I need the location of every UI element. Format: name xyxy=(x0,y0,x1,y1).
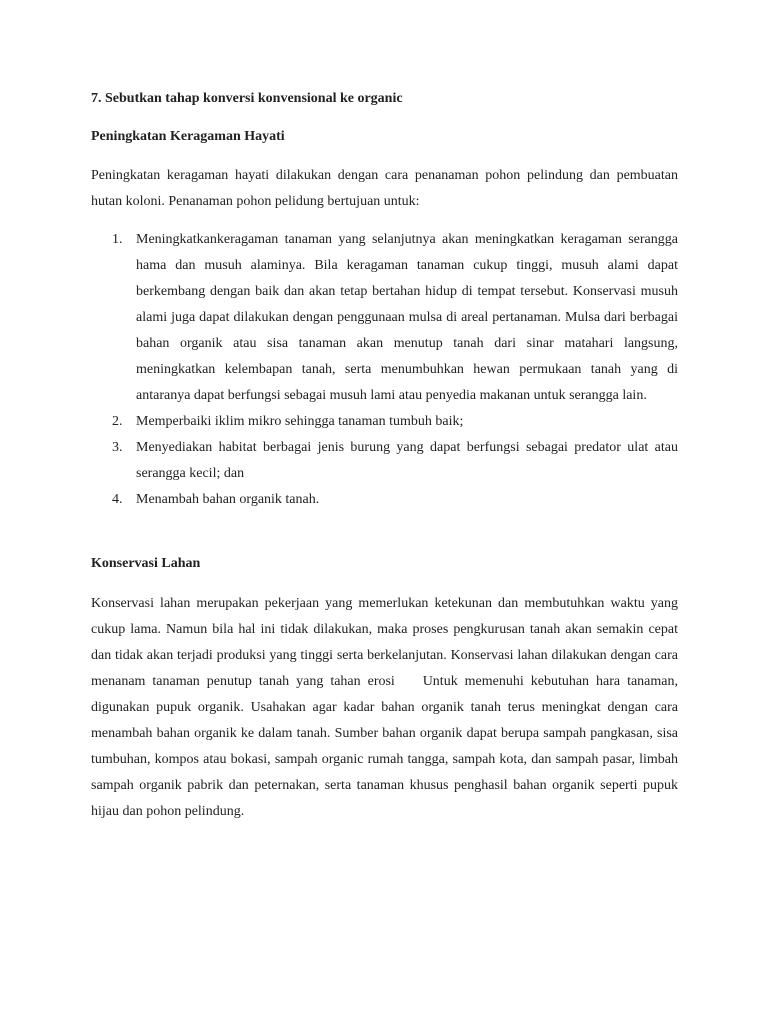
list-item-text: Meningkatkankeragaman tanaman yang selanjutnya akan meningkatkan keragaman serangga hama dan musuh alaminya. Bila keragaman tanaman cukup tinggi, musuh alami dapat berkembang dengan baik dan akan tetap bertahan hidup di tempat tersebut. Konservasi musuh alami juga dapat dilakukan dengan penggunaan mulsa di areal pertanaman. Mulsa dari berbagai bahan organik atau sisa tanaman akan menutup tanah dari sinar matahari langsung, meningkatkan kelembapan tanah, serta menumbuhkan hewan permukaan tanah yang di antaranya dapat berfungsi sebagai musuh lami atau penyedia makanan untuk serangga lain. xyxy=(136,232,678,403)
list-item xyxy=(91,227,678,409)
list-item xyxy=(91,435,678,487)
numbered-list xyxy=(91,227,678,513)
question-title: 7. Sebutkan tahap konversi konvensional ke organic xyxy=(91,91,403,106)
list-item-text: Memperbaiki iklim mikro sehingga tanaman tumbuh baik; xyxy=(136,414,464,429)
list-item xyxy=(91,409,678,435)
list-item-text: Menambah bahan organik tanah. xyxy=(136,492,320,507)
list-item-number: 2. xyxy=(112,414,123,429)
section-heading-konservasi-lahan: Konservasi Lahan xyxy=(91,556,201,571)
list-item-number: 4. xyxy=(112,492,123,507)
section-paragraph-konservasi-lahan: Konservasi lahan merupakan pekerjaan yang memerlukan ketekunan dan membutuhkan waktu yang cukup lama. Namun bila hal ini tidak dilakukan, maka proses pengkurusan tanah akan semakin cepat dan tidak akan terjadi produksi yang tinggi serta berkelanjutan. Konservasi lahan dilakukan dengan cara menanam tanaman penutup tanah yang tahan erosi Untuk memenuhi kebutuhan hara tanaman, digunakan pupuk organik. Usahakan agar kadar bahan organik tanah terus meningkat dengan cara menambah bahan organik ke dalam tanah. Sumber bahan organik dapat berupa sampah pangkasan, sisa tumbuhan, kompos atau bokasi, sampah organic rumah tangga, sampah kota, dan sampah pasar, limbah sampah organik pabrik dan peternakan, serta tanaman khusus penghasil bahan organik seperti pupuk hijau dan pohon pelindung. xyxy=(91,596,678,819)
list-item-number: 3. xyxy=(112,440,123,455)
list-item-text: Menyediakan habitat berbagai jenis burung yang dapat berfungsi sebagai predator ulat atau serangga kecil; dan xyxy=(136,440,678,481)
section-heading-keragaman-hayati: Peningkatan Keragaman Hayati xyxy=(91,129,285,144)
list-item xyxy=(91,487,678,513)
section-paragraph-keragaman-hayati: Peningkatan keragaman hayati dilakukan dengan cara penanaman pohon pelindung dan pembuatan hutan koloni. Penanaman pohon pelidung bertujuan untuk: xyxy=(91,168,678,209)
list-item-number: 1. xyxy=(112,232,123,247)
